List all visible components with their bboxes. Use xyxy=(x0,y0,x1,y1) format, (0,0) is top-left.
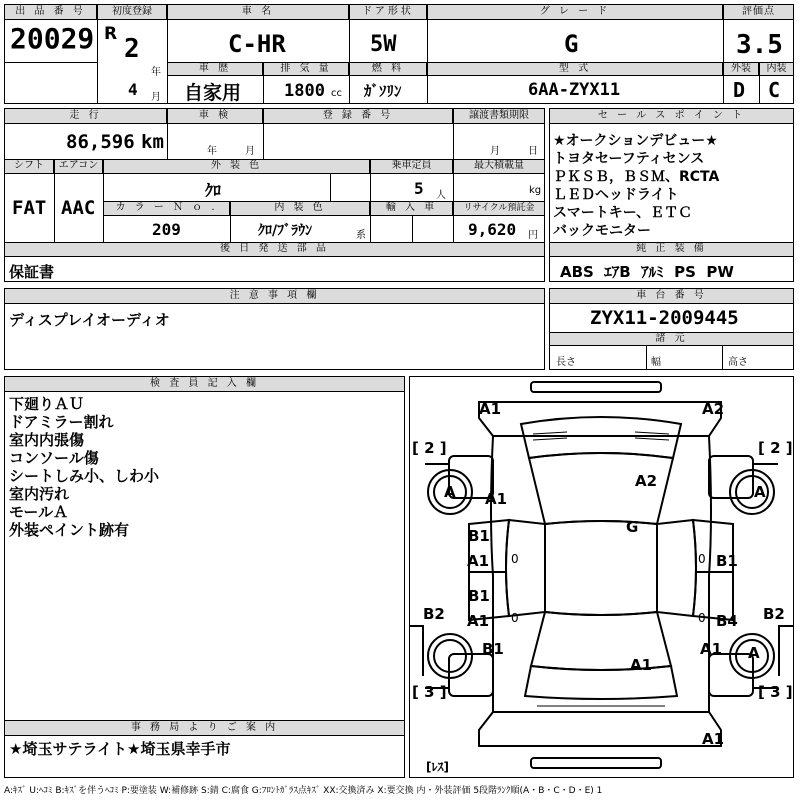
int-label: 内装 xyxy=(759,62,794,76)
car-diagram xyxy=(409,376,794,778)
office-label: 事 務 局 よ り ご 案 内 xyxy=(4,720,405,736)
model: 6AA-ZYX11 xyxy=(528,80,621,100)
sales-line: ＰＫＳＢ，ＢＳＭ、RCTA xyxy=(553,169,720,185)
spare-tire-less: [ﾚｽ] xyxy=(426,760,449,774)
inspector-line: 外装ペイント跡有 xyxy=(9,521,130,539)
damage-mark: A1 xyxy=(485,490,508,508)
mileage: 86,596 xyxy=(66,131,135,153)
tire-mark: [ 3 ] xyxy=(758,683,793,701)
transfer-month: 月 xyxy=(490,146,500,157)
sales-line: トヨタセーフティセンス xyxy=(553,151,705,167)
mileage-unit: km xyxy=(141,131,164,153)
score-label: 評価点 xyxy=(723,4,794,20)
history: 自家用 xyxy=(184,82,242,104)
damage-mark: B1 xyxy=(716,552,738,570)
damage-mark: B2 xyxy=(423,605,445,623)
disp-unit: cc xyxy=(331,88,342,99)
damage-mark: B1 xyxy=(482,640,504,658)
door-type: 5W xyxy=(370,32,397,57)
sales-line: スマートキー、ＥＴＣ xyxy=(553,205,693,221)
history-label: 車 歴 xyxy=(167,62,263,76)
transfer-label: 譲渡書類期限 xyxy=(453,108,545,124)
load-label: 最大積載量 xyxy=(453,159,545,174)
interior-color-suffix: 系 xyxy=(356,230,366,241)
tire-mark: [ 2 ] xyxy=(412,439,447,457)
inspector-line: 室内汚れ xyxy=(9,485,70,503)
chassis-number: ZYX11-2009445 xyxy=(590,307,739,329)
import-label: 輸 入 車 xyxy=(370,201,453,216)
sales-line: ＬＥＤヘッドライト xyxy=(553,187,679,203)
damage-mark: A xyxy=(444,483,456,501)
damage-mark: A1 xyxy=(467,552,490,570)
zero-mark: 0 xyxy=(698,611,706,625)
spec-width: 幅 xyxy=(651,357,661,368)
inspect-label: 車 検 xyxy=(167,108,263,124)
color: ｸﾛ xyxy=(205,181,222,200)
int-score: C xyxy=(768,78,781,102)
lot-label: 出 品 番 号 xyxy=(4,4,97,20)
office-text: ★埼玉サテライト★埼玉県幸手市 xyxy=(9,740,231,758)
reg-month-unit: 月 xyxy=(151,92,161,103)
lot-number: 20029 xyxy=(10,22,95,55)
fuel: ｶﾞｿﾘﾝ xyxy=(364,82,402,100)
damage-mark: B4 xyxy=(716,612,738,630)
zero-mark: 0 xyxy=(698,552,706,566)
later-parts: 保証書 xyxy=(9,263,55,281)
tire-mark: [ 3 ] xyxy=(412,683,447,701)
ac: AAC xyxy=(61,197,96,219)
model-label: 型 式 xyxy=(427,62,723,76)
grade-label: グ レ ー ド xyxy=(427,4,723,20)
spec-label: 諸 元 xyxy=(549,332,794,346)
color-number: 209 xyxy=(152,220,181,239)
inspector-line: モールＡ xyxy=(9,503,69,521)
regno-label: 登 録 番 号 xyxy=(263,108,453,124)
inspect-year: 年 xyxy=(207,146,217,157)
reg-label: 初度登録 xyxy=(97,4,167,20)
reg-era: R xyxy=(104,24,118,44)
zero-mark: 0 xyxy=(511,611,519,625)
damage-mark: A xyxy=(748,644,760,662)
ext-score: D xyxy=(733,78,746,102)
damage-mark: B2 xyxy=(763,605,785,623)
inspector-label: 検 査 員 記 入 欄 xyxy=(4,376,405,392)
sales-line: バックモニター xyxy=(553,223,651,239)
equipment: ABS ｴｱB ｱﾙﾐ PS PW xyxy=(560,263,734,281)
inspector-line: シートしみ小、しわ小 xyxy=(9,467,160,485)
spec-height: 高さ xyxy=(728,357,748,368)
recycle-label: リサイクル預託金 xyxy=(453,201,545,216)
seat-label: 乗車定員 xyxy=(370,159,453,174)
transfer-day: 日 xyxy=(528,146,538,157)
chassis-label: 車 台 番 号 xyxy=(549,288,794,304)
sales-label: セ ー ル ス ポ イ ン ト xyxy=(549,108,794,124)
displacement: 1800 xyxy=(284,81,325,101)
car-name: C-HR xyxy=(228,30,286,58)
grade: G xyxy=(564,30,579,58)
damage-mark: A1 xyxy=(467,612,490,630)
inspector-line: 室内内張傷 xyxy=(9,431,85,449)
zero-mark: 0 xyxy=(511,552,519,566)
disp-label: 排 気 量 xyxy=(263,62,349,76)
damage-mark: A2 xyxy=(635,472,658,490)
door-label: ドア形状 xyxy=(349,4,427,20)
reg-month: 4 xyxy=(128,80,138,99)
interior-color: ｸﾛ/ﾌﾞﾗｳﾝ xyxy=(258,223,313,239)
damage-mark: A1 xyxy=(702,730,725,748)
seating: 5 xyxy=(414,179,424,198)
spec-length: 長さ xyxy=(556,357,576,368)
fuel-label: 燃 料 xyxy=(349,62,427,76)
name-label: 車 名 xyxy=(167,4,349,20)
color-label: 外 装 色 xyxy=(103,159,370,174)
damage-mark: A1 xyxy=(479,400,502,418)
colorno-label: カ ラ ー Ｎ ｏ . xyxy=(103,201,230,216)
damage-mark: A2 xyxy=(702,400,725,418)
intcolor-label: 内 装 色 xyxy=(230,201,370,216)
recycle-unit: 円 xyxy=(528,230,538,241)
damage-mark: B1 xyxy=(468,587,490,605)
notes-label: 注 意 事 項 欄 xyxy=(4,288,545,304)
equip-label: 純 正 装 備 xyxy=(549,242,794,257)
score: 3.5 xyxy=(736,30,783,60)
legend: A:ｷｽﾞ U:ﾍｺﾐ B:ｷｽﾞを伴うﾍｺﾐ P:要塗装 W:補修跡 S:錆 C:腐食 G:ﾌﾛﾝﾄｶﾞﾗｽ点ｷｽﾞ XX:交換済み X:要交換 内・外装評価 5段階ﾗﾝｸ順(A・B・C・D・E) 1 xyxy=(4,786,603,796)
shift-label: シフト xyxy=(4,159,54,174)
damage-mark: A xyxy=(754,483,766,501)
mileage-label: 走 行 xyxy=(4,108,167,124)
damage-mark: A1 xyxy=(630,656,653,674)
tire-mark: [ 2 ] xyxy=(758,439,793,457)
shift: FAT xyxy=(12,197,47,219)
inspector-line: コンソール傷 xyxy=(9,449,99,467)
later-parts-label: 後 日 発 送 部 品 xyxy=(4,242,545,257)
load-unit: kg xyxy=(529,185,542,196)
damage-mark: G xyxy=(626,518,639,536)
inspector-line: 下廻りＡＵ xyxy=(9,395,85,413)
seat-unit: 人 xyxy=(436,190,446,201)
damage-mark: B1 xyxy=(468,527,490,545)
inspect-month: 月 xyxy=(245,146,255,157)
ext-label: 外装 xyxy=(723,62,759,76)
recycle-fee: 9,620 xyxy=(468,220,517,239)
sales-line: ★オークションデビュー★ xyxy=(553,133,718,149)
damage-mark: A1 xyxy=(700,640,723,658)
notes-text: ディスプレイオーディオ xyxy=(9,311,170,329)
reg-year: 2 xyxy=(124,34,140,64)
inspector-line: ドアミラー割れ xyxy=(9,413,114,431)
ac-label: エアコン xyxy=(54,159,103,174)
reg-year-unit: 年 xyxy=(151,67,161,78)
